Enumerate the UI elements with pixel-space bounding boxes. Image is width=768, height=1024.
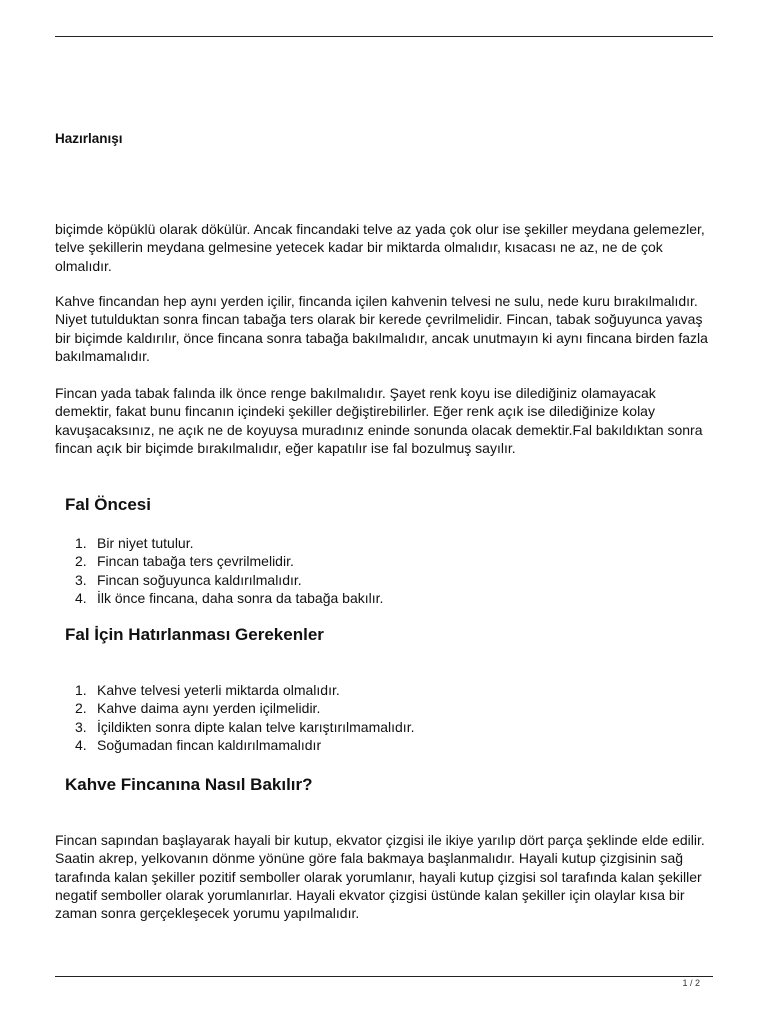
list-item-text: Kahve daima aynı yerden içilmelidir. <box>97 700 321 717</box>
list-item-text: Bir niyet tutulur. <box>97 535 194 551</box>
page-number: 1 / 2 <box>682 978 700 988</box>
list-item <box>55 718 414 736</box>
header-rule <box>55 36 713 37</box>
section-label: Hazırlanışı <box>55 131 123 146</box>
list-item-number: 1. <box>75 535 87 551</box>
list-item-text: Fincan tabağa ters çevrilmelidir. <box>97 553 294 570</box>
list-item-text: Kahve telvesi yeterli miktarda olmalıdır. <box>97 682 340 698</box>
footer-rule <box>55 976 713 977</box>
paragraph-color: Fincan yada tabak falında ilk önce renge bakılmalıdır. Şayet renk koyu ise dilediğiniz olamayacak demektir, fakat bunu fincanın içindeki şekiller değiştirebilirler. Eğer renk açık ise dilediğinize kolay kavuşacaksınız, ne açık ne de koyuysa muradınız eninde sonunda olacak demektir.Fal bakıldıktan sonra fincan açık bir biçimde bırakılmalıdır, eğer kapatılır ise fal bozulmuş sayılır. <box>55 385 703 456</box>
paragraph-reading-method: Fincan sapından başlayarak hayali bir kutup, ekvator çizgisi ile ikiye yarılıp dört parça şeklinde elde edilir. Saatin akrep, yelkovanın dönme yönüne göre fala bakmaya başlanmalıdır. Hayali kutup çizgisinin sağ tarafında kalan şekiller pozitif semboller olarak yorumlanır, hayali kutup çizgisi sol tarafında kalan şekiller negatif semboller olarak yorumlanırlar. Hayali ekvator çizgisi üstünde kalan şekiller için olaylar kısa bir zaman sonra gerçekleşecek yorumu yapılmalıdır. <box>55 832 705 922</box>
list-item-number: 4. <box>75 589 87 606</box>
list-item-number: 2. <box>75 553 87 570</box>
list-item <box>55 552 383 570</box>
list-item-text: Soğumadan fincan kaldırılmamalıdır <box>97 736 322 753</box>
list-item <box>55 699 414 717</box>
list-item-number: 1. <box>75 682 87 698</box>
list-fal-oncesi <box>55 534 383 607</box>
list-item-number: 2. <box>75 700 87 717</box>
list-item <box>55 681 414 699</box>
list-item-number: 3. <box>75 718 87 735</box>
list-item-number: 4. <box>75 736 87 753</box>
heading-fal-oncesi: Fal Öncesi <box>65 495 151 514</box>
paragraph-drinking: Kahve fincandan hep aynı yerden içilir, fincanda içilen kahvenin telvesi ne sulu, nede kuru bırakılmalıdır. Niyet tutulduktan sonra fincan tabağa ters olarak bir kerede çevrilmelidir. Fincan, tabak soğuyunca yavaş bir biçimde kaldırılır, önce fincana sonra tabağa bakılmalıdır, ancak unutmayın ki aynı fincana birden fazla bakılmamalıdır. <box>55 293 708 364</box>
list-item-number: 3. <box>75 571 87 588</box>
list-item <box>55 571 383 589</box>
paragraph-intro: biçimde köpüklü olarak dökülür. Ancak fincandaki telve az yada çok olur ise şekiller meydana gelemezler, telve şekillerin meydana gelmesine yetecek kadar bir miktarda olmalıdır, kısacası ne az, ne de çok olmalıdır. <box>55 221 705 274</box>
list-item-text: İçildikten sonra dipte kalan telve karıştırılmamalıdır. <box>97 718 415 735</box>
list-item <box>55 736 414 754</box>
list-item <box>55 534 383 552</box>
list-item-text: İlk önce fincana, daha sonra da tabağa bakılır. <box>97 589 384 606</box>
heading-hatirlanmasi-gerekenler: Fal İçin Hatırlanması Gerekenler <box>65 625 324 644</box>
list-hatirlanmasi-gerekenler <box>55 681 414 754</box>
list-item <box>55 589 383 607</box>
list-item-text: Fincan soğuyunca kaldırılmalıdır. <box>97 571 302 588</box>
heading-nasil-bakilir: Kahve Fincanına Nasıl Bakılır? <box>65 775 313 794</box>
